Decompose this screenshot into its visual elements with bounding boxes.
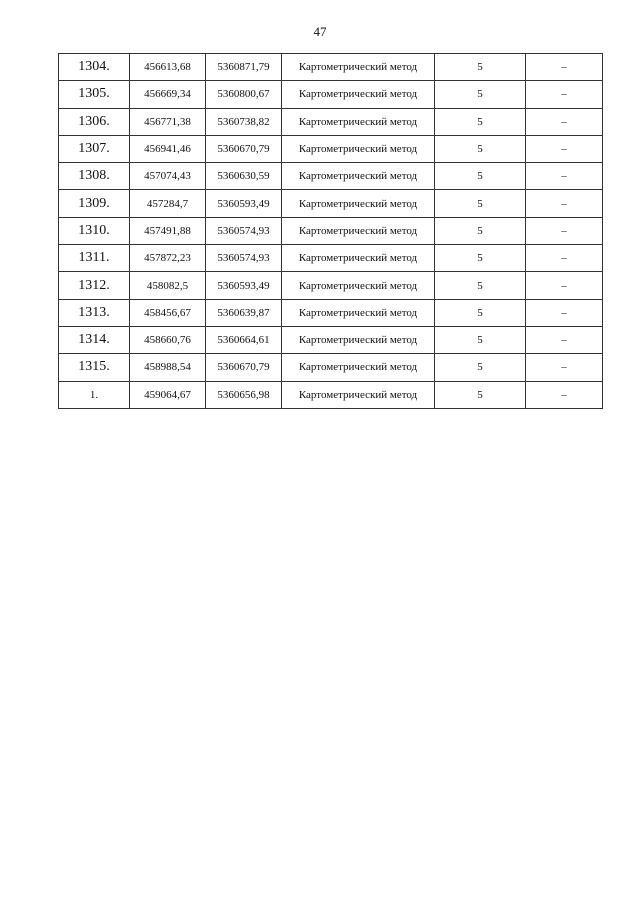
- x-coordinate-cell: 457872,23: [130, 245, 206, 272]
- method-cell: Картометрический метод: [282, 190, 435, 217]
- accuracy-cell: 5: [435, 217, 526, 244]
- y-coordinate-cell: 5360738,82: [206, 108, 282, 135]
- method-cell: Картометрический метод: [282, 354, 435, 381]
- x-coordinate-cell: 457074,43: [130, 163, 206, 190]
- method-cell: Картометрический метод: [282, 245, 435, 272]
- method-cell: Картометрический метод: [282, 108, 435, 135]
- point-number-cell: 1311.: [59, 245, 130, 272]
- accuracy-cell: 5: [435, 135, 526, 162]
- y-coordinate-cell: 5360593,49: [206, 272, 282, 299]
- x-coordinate-cell: 457491,88: [130, 217, 206, 244]
- y-coordinate-cell: 5360630,59: [206, 163, 282, 190]
- method-cell: Картометрический метод: [282, 326, 435, 353]
- page-number: 47: [313, 24, 327, 39]
- table-row: [59, 381, 603, 408]
- accuracy-cell: 5: [435, 272, 526, 299]
- table-row: [59, 163, 603, 190]
- y-coordinate-cell: 5360670,79: [206, 135, 282, 162]
- accuracy-cell: 5: [435, 108, 526, 135]
- y-coordinate-cell: 5360670,79: [206, 354, 282, 381]
- point-number-cell: 1306.: [59, 108, 130, 135]
- accuracy-cell: 5: [435, 354, 526, 381]
- note-cell: –: [526, 245, 603, 272]
- point-number-cell: 1304.: [59, 54, 130, 81]
- note-cell: –: [526, 272, 603, 299]
- x-coordinate-cell: 456941,46: [130, 135, 206, 162]
- point-number-cell: 1309.: [59, 190, 130, 217]
- table-row: [59, 54, 603, 81]
- point-number-cell: 1305.: [59, 81, 130, 108]
- accuracy-cell: 5: [435, 326, 526, 353]
- point-number-cell: 1315.: [59, 354, 130, 381]
- coordinates-table: [58, 53, 603, 409]
- y-coordinate-cell: 5360574,93: [206, 245, 282, 272]
- y-coordinate-cell: 5360639,87: [206, 299, 282, 326]
- note-cell: –: [526, 108, 603, 135]
- coordinates-table-body: [59, 54, 603, 409]
- method-cell: Картометрический метод: [282, 299, 435, 326]
- y-coordinate-cell: 5360664,61: [206, 326, 282, 353]
- method-cell: Картометрический метод: [282, 163, 435, 190]
- point-number-cell: 1310.: [59, 217, 130, 244]
- accuracy-cell: 5: [435, 245, 526, 272]
- x-coordinate-cell: 456613,68: [130, 54, 206, 81]
- point-number-cell: 1308.: [59, 163, 130, 190]
- note-cell: –: [526, 81, 603, 108]
- table-row: [59, 272, 603, 299]
- table-row: [59, 108, 603, 135]
- note-cell: –: [526, 54, 603, 81]
- x-coordinate-cell: 458456,67: [130, 299, 206, 326]
- note-cell: –: [526, 354, 603, 381]
- note-cell: –: [526, 217, 603, 244]
- point-number-cell: 1313.: [59, 299, 130, 326]
- accuracy-cell: 5: [435, 299, 526, 326]
- x-coordinate-cell: 458082,5: [130, 272, 206, 299]
- accuracy-cell: 5: [435, 190, 526, 217]
- method-cell: Картометрический метод: [282, 272, 435, 299]
- x-coordinate-cell: 456771,38: [130, 108, 206, 135]
- point-number-cell: 1.: [59, 381, 130, 408]
- accuracy-cell: 5: [435, 381, 526, 408]
- y-coordinate-cell: 5360800,67: [206, 81, 282, 108]
- y-coordinate-cell: 5360593,49: [206, 190, 282, 217]
- note-cell: –: [526, 381, 603, 408]
- method-cell: Картометрический метод: [282, 381, 435, 408]
- y-coordinate-cell: 5360574,93: [206, 217, 282, 244]
- note-cell: –: [526, 135, 603, 162]
- note-cell: –: [526, 299, 603, 326]
- x-coordinate-cell: 456669,34: [130, 81, 206, 108]
- y-coordinate-cell: 5360656,98: [206, 381, 282, 408]
- x-coordinate-cell: 458660,76: [130, 326, 206, 353]
- table-row: [59, 190, 603, 217]
- table-row: [59, 326, 603, 353]
- table-row: [59, 354, 603, 381]
- table-row: [59, 217, 603, 244]
- method-cell: Картометрический метод: [282, 135, 435, 162]
- method-cell: Картометрический метод: [282, 217, 435, 244]
- table-row: [59, 299, 603, 326]
- table-row: [59, 135, 603, 162]
- x-coordinate-cell: 458988,54: [130, 354, 206, 381]
- table-row: [59, 81, 603, 108]
- method-cell: Картометрический метод: [282, 54, 435, 81]
- note-cell: –: [526, 326, 603, 353]
- accuracy-cell: 5: [435, 54, 526, 81]
- y-coordinate-cell: 5360871,79: [206, 54, 282, 81]
- note-cell: –: [526, 190, 603, 217]
- method-cell: Картометрический метод: [282, 81, 435, 108]
- note-cell: –: [526, 163, 603, 190]
- point-number-cell: 1314.: [59, 326, 130, 353]
- x-coordinate-cell: 457284,7: [130, 190, 206, 217]
- point-number-cell: 1307.: [59, 135, 130, 162]
- point-number-cell: 1312.: [59, 272, 130, 299]
- table-row: [59, 245, 603, 272]
- accuracy-cell: 5: [435, 81, 526, 108]
- x-coordinate-cell: 459064,67: [130, 381, 206, 408]
- accuracy-cell: 5: [435, 163, 526, 190]
